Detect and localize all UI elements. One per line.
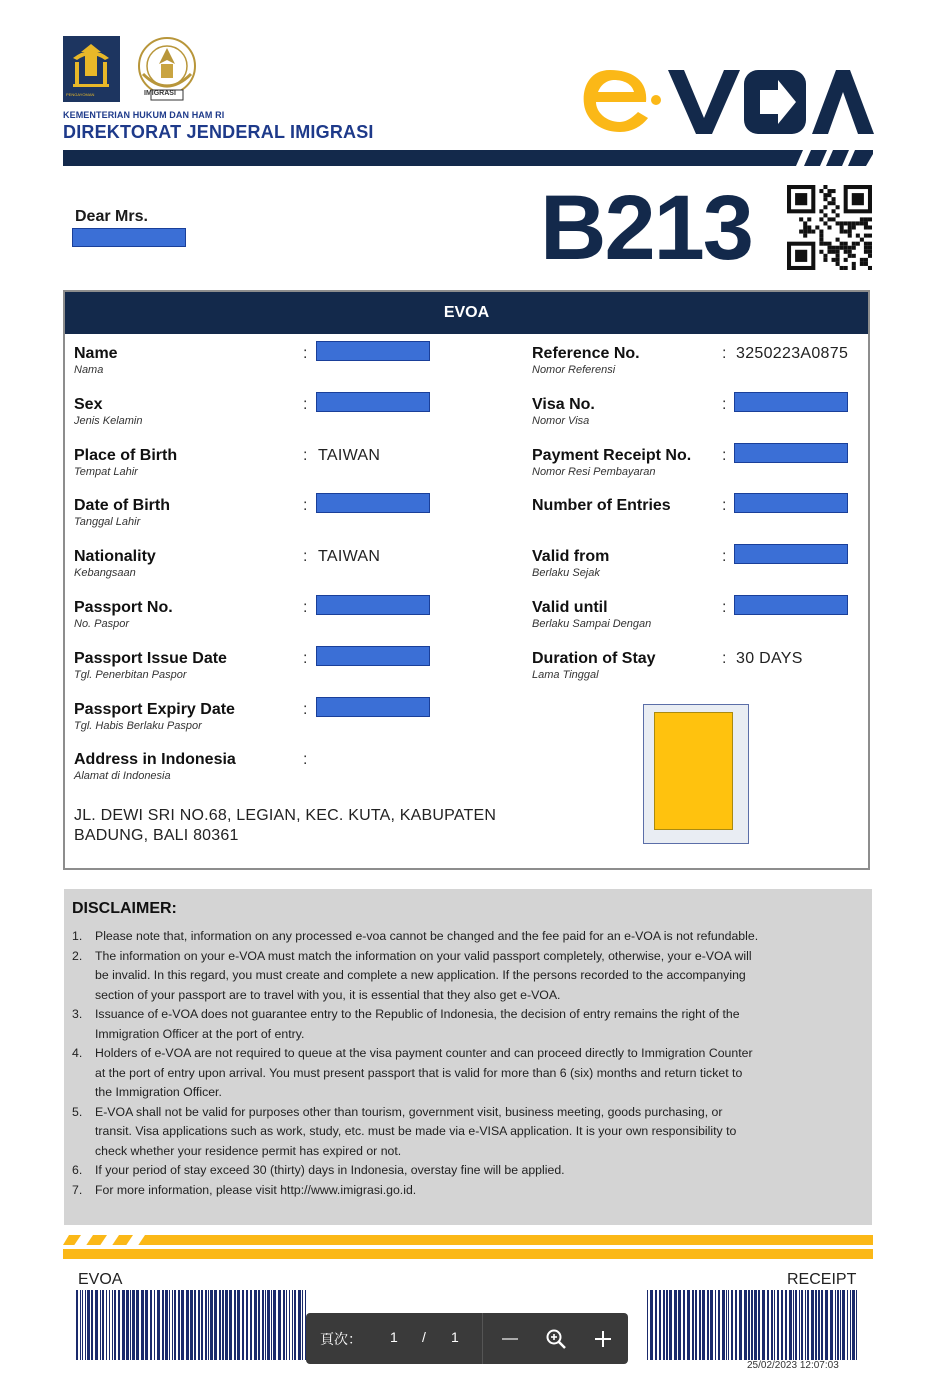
field-colon: : bbox=[722, 446, 727, 464]
zoom-out-button[interactable] bbox=[494, 1323, 526, 1355]
disclaimer-line: Please note that, information on any processed e-voa cannot be changed and the fee paid for an e-VOA is not refundable. bbox=[95, 929, 759, 943]
field-colon: : bbox=[303, 446, 308, 464]
field-label: Valid until bbox=[532, 599, 608, 616]
plus-icon bbox=[593, 1329, 613, 1349]
total-pages: 1 bbox=[451, 1329, 459, 1345]
redacted-value bbox=[316, 392, 430, 412]
field-value: 3250223A0875 bbox=[736, 345, 849, 362]
field-colon: : bbox=[722, 599, 727, 616]
disclaimer-line: the Immigration Officer. bbox=[95, 1085, 222, 1099]
directorate-name: DIREKTORAT JENDERAL IMIGRASI bbox=[63, 122, 374, 142]
field-colon: : bbox=[722, 345, 727, 362]
redacted-value bbox=[734, 595, 848, 615]
disclaimer-item bbox=[72, 1103, 864, 1162]
emblem-text: IMIGRASI bbox=[144, 90, 176, 97]
field-label: Sex bbox=[74, 395, 103, 413]
disclaimer-line: E-VOA shall not be valid for purposes other than tourism, government visit, business meeting, goods purchasing, or bbox=[95, 1104, 723, 1119]
recipient-name-redaction bbox=[72, 228, 186, 247]
magnifier-icon bbox=[545, 1328, 567, 1350]
field-sublabel: Tgl. Penerbitan Paspor bbox=[74, 668, 187, 681]
visa-code: B213 bbox=[540, 177, 752, 279]
field-sublabel: Tanggal Lahir bbox=[74, 516, 141, 529]
field-label: Place of Birth bbox=[74, 446, 178, 464]
redacted-value bbox=[316, 341, 430, 361]
redacted-value bbox=[316, 646, 430, 666]
field-label: Duration of Stay bbox=[532, 649, 656, 667]
disclaimer-item bbox=[72, 1005, 864, 1044]
redacted-value bbox=[316, 697, 430, 717]
field-colon: : bbox=[303, 700, 308, 718]
field-label: Number of Entries bbox=[532, 497, 671, 515]
field-label: Nationality bbox=[74, 548, 156, 566]
disclaimer-line: For more information, please visit http://www.imigrasi.go.id. bbox=[95, 1182, 417, 1197]
disclaimer-number: 1. bbox=[72, 929, 83, 943]
disclaimer-number: 3. bbox=[72, 1007, 83, 1021]
field-colon: : bbox=[722, 649, 727, 667]
footer-evoa-label: EVOA bbox=[78, 1271, 123, 1288]
field-sublabel: Berlaku Sejak bbox=[532, 567, 600, 580]
field-label: Payment Receipt No. bbox=[532, 446, 692, 464]
redacted-value bbox=[734, 443, 848, 463]
field-label: Reference No. bbox=[532, 345, 640, 362]
page-label: 頁次： bbox=[320, 1331, 362, 1347]
address-value bbox=[74, 806, 496, 846]
disclaimer-number: 4. bbox=[72, 1046, 83, 1060]
disclaimer-line: Holders of e-VOA are not required to queue at the visa payment counter and can proceed directly to Immigration Counter bbox=[95, 1046, 753, 1060]
field-value: TAIWAN bbox=[318, 446, 381, 464]
disclaimer-item bbox=[72, 1181, 864, 1201]
card-title: EVOA bbox=[65, 292, 868, 334]
disclaimer-line: section of your passport are to travel with you, it is essential that they also get e-VOA. bbox=[95, 987, 561, 1002]
disclaimer-line: The information on your e-VOA must match the information on your valid passport completely, otherwise, your e-VOA will bbox=[95, 948, 752, 963]
field-sublabel: Nomor Visa bbox=[532, 414, 590, 427]
redacted-value bbox=[316, 595, 430, 615]
field-sublabel: Nomor Referensi bbox=[532, 364, 616, 376]
field-colon: : bbox=[722, 548, 727, 566]
disclaimer-number: 7. bbox=[72, 1182, 83, 1197]
field-label: Passport Expiry Date bbox=[74, 700, 235, 718]
ministry-name: KEMENTERIAN HUKUM DAN HAM RI bbox=[63, 110, 225, 120]
field-colon: : bbox=[303, 395, 308, 413]
page-separator: / bbox=[422, 1329, 426, 1345]
field-sublabel: Nama bbox=[74, 364, 104, 376]
receipt-barcode bbox=[647, 1290, 857, 1360]
field-sublabel: Nomor Resi Pembayaran bbox=[532, 465, 656, 478]
disclaimer-line: transit. Visa applications such as work, study, etc. must be made via e-VISA application. It is your own responsibility to bbox=[95, 1124, 737, 1138]
field-label: Passport No. bbox=[74, 599, 173, 616]
disclaimer-title: DISCLAIMER: bbox=[72, 900, 177, 917]
pdf-page-toolbar bbox=[306, 1313, 628, 1364]
field-value: 30 DAYS bbox=[736, 649, 803, 667]
field-colon: : bbox=[303, 548, 308, 566]
disclaimer-number: 2. bbox=[72, 948, 83, 963]
field-colon: : bbox=[303, 599, 308, 616]
disclaimer-line: check whether your residence permit has expired or not. bbox=[95, 1143, 402, 1158]
disclaimer-line: be invalid. In this regard, you must create and complete a new application. If the persons recorded to the accompanying bbox=[95, 968, 746, 982]
photo-redaction bbox=[654, 712, 733, 830]
minus-icon bbox=[500, 1329, 520, 1349]
evoa-barcode bbox=[76, 1290, 306, 1360]
field-sublabel: Tempat Lahir bbox=[74, 465, 138, 478]
logo-caption: PENGAYOMAN bbox=[66, 92, 95, 97]
field-value: TAIWAN bbox=[318, 548, 381, 566]
field-sublabel: Berlaku Sampai Dengan bbox=[532, 618, 652, 630]
field-colon: : bbox=[303, 649, 308, 667]
zoom-in-button[interactable] bbox=[587, 1323, 619, 1355]
redacted-value bbox=[734, 544, 848, 564]
field-label: Passport Issue Date bbox=[74, 649, 227, 667]
disclaimer-line: at the port of entry upon arrival. You must present passport that is valid for more than 6 (six) months and return ticket to bbox=[95, 1065, 743, 1080]
disclaimer-item bbox=[72, 947, 864, 1006]
disclaimer-line: Issuance of e-VOA does not guarantee entry to the Republic of Indonesia, the decision of entry remains the right of the bbox=[95, 1007, 740, 1021]
field-label: Address in Indonesia bbox=[74, 751, 236, 769]
field-sublabel: Jenis Kelamin bbox=[74, 414, 143, 427]
address-line: BADUNG, BALI 80361 bbox=[74, 827, 239, 844]
field-sublabel: Lama Tinggal bbox=[532, 668, 599, 681]
receipt-timestamp: 25/02/2023 12:07:03 bbox=[747, 1360, 839, 1371]
disclaimer-number: 5. bbox=[72, 1104, 83, 1119]
disclaimer-line: If your period of stay exceed 30 (thirty) days in Indonesia, overstay fine will be applied. bbox=[95, 1163, 565, 1177]
field-colon: : bbox=[722, 395, 727, 413]
disclaimer-line: Immigration Officer at the port of entry. bbox=[95, 1026, 305, 1041]
field-colon: : bbox=[303, 497, 308, 515]
field-label: Date of Birth bbox=[74, 497, 170, 515]
field-sublabel: Tgl. Habis Berlaku Paspor bbox=[74, 719, 202, 732]
footer-stripe bbox=[63, 1235, 873, 1259]
toolbar-divider bbox=[482, 1313, 483, 1364]
disclaimer-item bbox=[72, 927, 864, 947]
disclaimer-item bbox=[72, 1161, 864, 1181]
redacted-value bbox=[734, 493, 848, 513]
field-sublabel: Kebangsaan bbox=[74, 567, 136, 580]
evoa-brand-logo bbox=[580, 56, 875, 146]
field-sublabel: Alamat di Indonesia bbox=[74, 770, 171, 783]
redacted-value bbox=[734, 392, 848, 412]
current-page-input[interactable]: 1 bbox=[390, 1329, 398, 1345]
field-label: Valid from bbox=[532, 548, 610, 566]
disclaimer-number: 6. bbox=[72, 1163, 83, 1177]
field-label: Visa No. bbox=[532, 395, 595, 413]
header-stripe bbox=[63, 150, 873, 166]
footer-receipt-label: RECEIPT bbox=[787, 1271, 857, 1288]
field-colon: : bbox=[303, 345, 308, 362]
greeting: Dear Mrs. bbox=[75, 208, 148, 225]
redacted-value bbox=[316, 493, 430, 513]
field-label: Name bbox=[74, 345, 118, 362]
disclaimer-item bbox=[72, 1044, 864, 1103]
zoom-button[interactable] bbox=[540, 1323, 572, 1355]
field-colon: : bbox=[722, 497, 727, 515]
disclaimer-list bbox=[72, 927, 864, 1200]
field-colon: : bbox=[303, 751, 308, 769]
qr-code bbox=[787, 185, 872, 270]
field-sublabel: No. Paspor bbox=[74, 618, 130, 630]
address-line: JL. DEWI SRI NO.68, LEGIAN, KEC. KUTA, KABUPATEN bbox=[74, 807, 497, 824]
